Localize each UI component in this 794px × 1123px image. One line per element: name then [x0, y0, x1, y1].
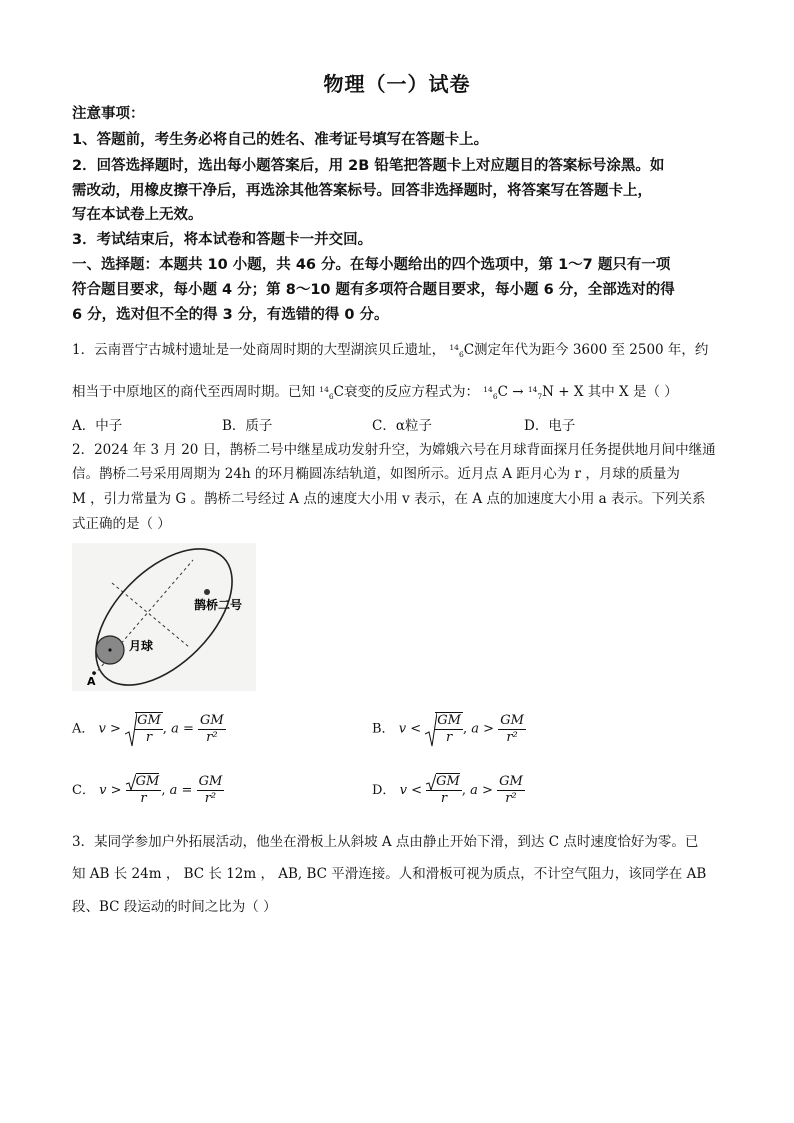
sqrt-gm-over-r — [126, 774, 162, 807]
option-d[interactable]: D． v < $\frac{GM}{r}$ , a > $\frac{GM}{\text{r²}}$ — [372, 774, 523, 806]
radical-sign — [426, 773, 436, 791]
denominator: r² — [204, 791, 217, 806]
variable-v: v — [399, 783, 407, 798]
sqrt-gm-over-r — [425, 712, 463, 746]
option-b[interactable]: B． v < $\frac{GM}{r}$ , a > $\frac{GM}{\text{r²}}$ — [372, 712, 526, 746]
relation: < — [411, 783, 422, 798]
numerator: GM — [500, 712, 524, 728]
radical-sign — [125, 712, 137, 748]
variable-a: a — [471, 721, 479, 737]
mass-number: 14 — [527, 385, 538, 394]
option-label: B． — [372, 721, 395, 737]
isotope-c14 — [483, 385, 498, 401]
question-text: C → — [497, 384, 524, 400]
section-instructions: 6 分，选对但不全的得 3 分，有选错的得 0 分。 — [72, 307, 389, 323]
variable-a: a — [171, 721, 179, 737]
point-a-label: A — [87, 675, 96, 688]
relation: > — [110, 783, 122, 798]
denominator: r — [145, 730, 153, 745]
question-3-line: 知 AB 长 24m ， BC 长 12m ， AB, BC 平滑连接。人和滑板可视为质点，不计空气阻力，该同学在 AB — [72, 866, 707, 882]
question-text: 1．云南晋宁古城村遗址是一处商周时期的大型湖滨贝丘遗址， — [72, 342, 446, 358]
orbit-diagram — [72, 543, 256, 691]
atomic-number: 7 — [537, 391, 543, 401]
sqrt-gm-over-r — [125, 712, 163, 746]
variable-v: v — [99, 783, 107, 798]
mass-number: 14 — [449, 343, 459, 352]
question-2-line: 信。鹊桥二号采用周期为 24h 的环月椭圆冻结轨道，如图所示。近月点 A 距月心为 r ，月球的质量为 — [72, 466, 680, 482]
denominator: r — [440, 791, 448, 806]
numerator: GM — [198, 774, 223, 789]
numerator: GM — [436, 774, 460, 789]
variable-v: v — [98, 721, 106, 737]
question-3-line: 段、BC 段运动的时间之比为（ ） — [72, 899, 277, 915]
isotope-c14 — [319, 385, 334, 401]
option-d[interactable]: D．电子 — [524, 418, 576, 434]
notice-heading: 注意事项： — [72, 106, 145, 122]
denominator: r² — [506, 729, 518, 745]
notice-item: 写在本试卷上无效。 — [72, 207, 203, 223]
question-3-line: 3．某同学参加户外拓展活动，他坐在滑板上从斜坡 A 点由静止开始下滑，到达 C 点时速度恰好为零。已 — [72, 834, 699, 850]
orbit-figure — [72, 543, 256, 691]
notice-item: 2．回答选择题时，选出每小题答案后，用 2B 铅笔把答题卡上对应题目的答案标号涂黑。如 — [72, 158, 665, 174]
numerator: GM — [437, 713, 461, 728]
numerator: GM — [200, 712, 224, 728]
relation: = — [181, 783, 193, 798]
satellite-icon — [204, 589, 210, 595]
denominator: r² — [206, 729, 218, 745]
option-label: D． — [372, 783, 396, 798]
mass-number: 14 — [319, 385, 329, 394]
section-instructions: 一、选择题：本题共 10 小题，共 46 分。在每小题给出的四个选项中，第 1～7 题只有一项 — [72, 257, 671, 273]
notice-item: 3．考试结束后，将本试卷和答题卡一并交回。 — [72, 232, 373, 248]
variable-a: a — [169, 783, 178, 798]
numerator: GM — [135, 774, 160, 789]
option-label: A． — [72, 721, 95, 737]
question-text: N + X 其中 X 是（ ） — [542, 384, 678, 400]
denominator: r — [140, 791, 147, 806]
notice-item: 需改动，用橡皮擦干净后，再选涂其他答案标号。回答非选择题时，将答案写在答题卡上， — [72, 183, 652, 199]
sqrt-gm-over-r — [426, 774, 462, 807]
radical-sign — [425, 712, 437, 748]
denominator: r — [445, 730, 453, 745]
notice-item: 1、答题前，考生务必将自己的姓名、准考证号填写在答题卡上。 — [72, 132, 489, 148]
numerator: GM — [499, 774, 523, 789]
satellite-label: 鹊桥二号 — [194, 598, 243, 612]
radical-sign — [126, 773, 136, 791]
question-text: C测定年代为距今 3600 至 2500 年，约 — [463, 342, 709, 358]
variable-v: v — [398, 721, 407, 737]
option-b[interactable]: B．质子 — [222, 418, 273, 434]
question-2-line: 2．2024 年 3 月 20 日，鹊桥二号中继星成功发射升空，为嫦娥六号在月球背面探月任务提供地月间中继通 — [72, 442, 716, 458]
numerator: GM — [137, 713, 161, 728]
moon-label: 月球 — [129, 639, 154, 653]
isotope-n14 — [527, 385, 543, 401]
variable-a: a — [470, 783, 478, 798]
question-1-line-1 — [72, 338, 732, 359]
section-instructions: 符合题目要求，每小题 4 分；第 8～10 题有多项符合题目要求，每小题 6 分，全部选对的得 — [72, 282, 675, 298]
relation: < — [410, 721, 422, 737]
atomic-number: 6 — [458, 349, 464, 359]
question-text: C衰变的反应方程式为： — [333, 384, 479, 400]
moon-center — [108, 648, 111, 651]
denominator: r² — [505, 791, 517, 806]
question-1-line-2 — [72, 380, 732, 401]
option-label: C． — [72, 783, 95, 798]
relation: > — [110, 721, 121, 737]
relation: > — [482, 783, 493, 798]
atomic-number: 6 — [328, 391, 334, 401]
question-text: 相当于中原地区的商代至西周时期。已知 — [72, 384, 315, 400]
option-a[interactable]: A． v > $\frac{GM}{r}$ , a = $\frac{GM}{\text{r²}}$ — [72, 712, 226, 746]
relation: = — [182, 721, 194, 737]
option-c[interactable]: C． v > $\frac{GM}{r}$ , a = $\frac{GM}{\text{r²}}$ — [72, 774, 223, 806]
option-c[interactable]: C．α粒子 — [372, 418, 432, 434]
atomic-number: 6 — [492, 391, 498, 401]
mass-number: 14 — [483, 385, 493, 394]
relation: > — [483, 721, 495, 737]
isotope-c14 — [449, 343, 464, 359]
option-a[interactable]: A．中子 — [72, 418, 123, 434]
page-title: 物理（一）试卷 — [323, 72, 471, 96]
question-2-line: M ，引力常量为 G 。鹊桥二号经过 A 点的速度大小用 v 表示，在 A 点的加速度大小用 a 表示。下列关系 — [72, 491, 706, 507]
question-2-line: 式正确的是（ ） — [72, 516, 171, 532]
